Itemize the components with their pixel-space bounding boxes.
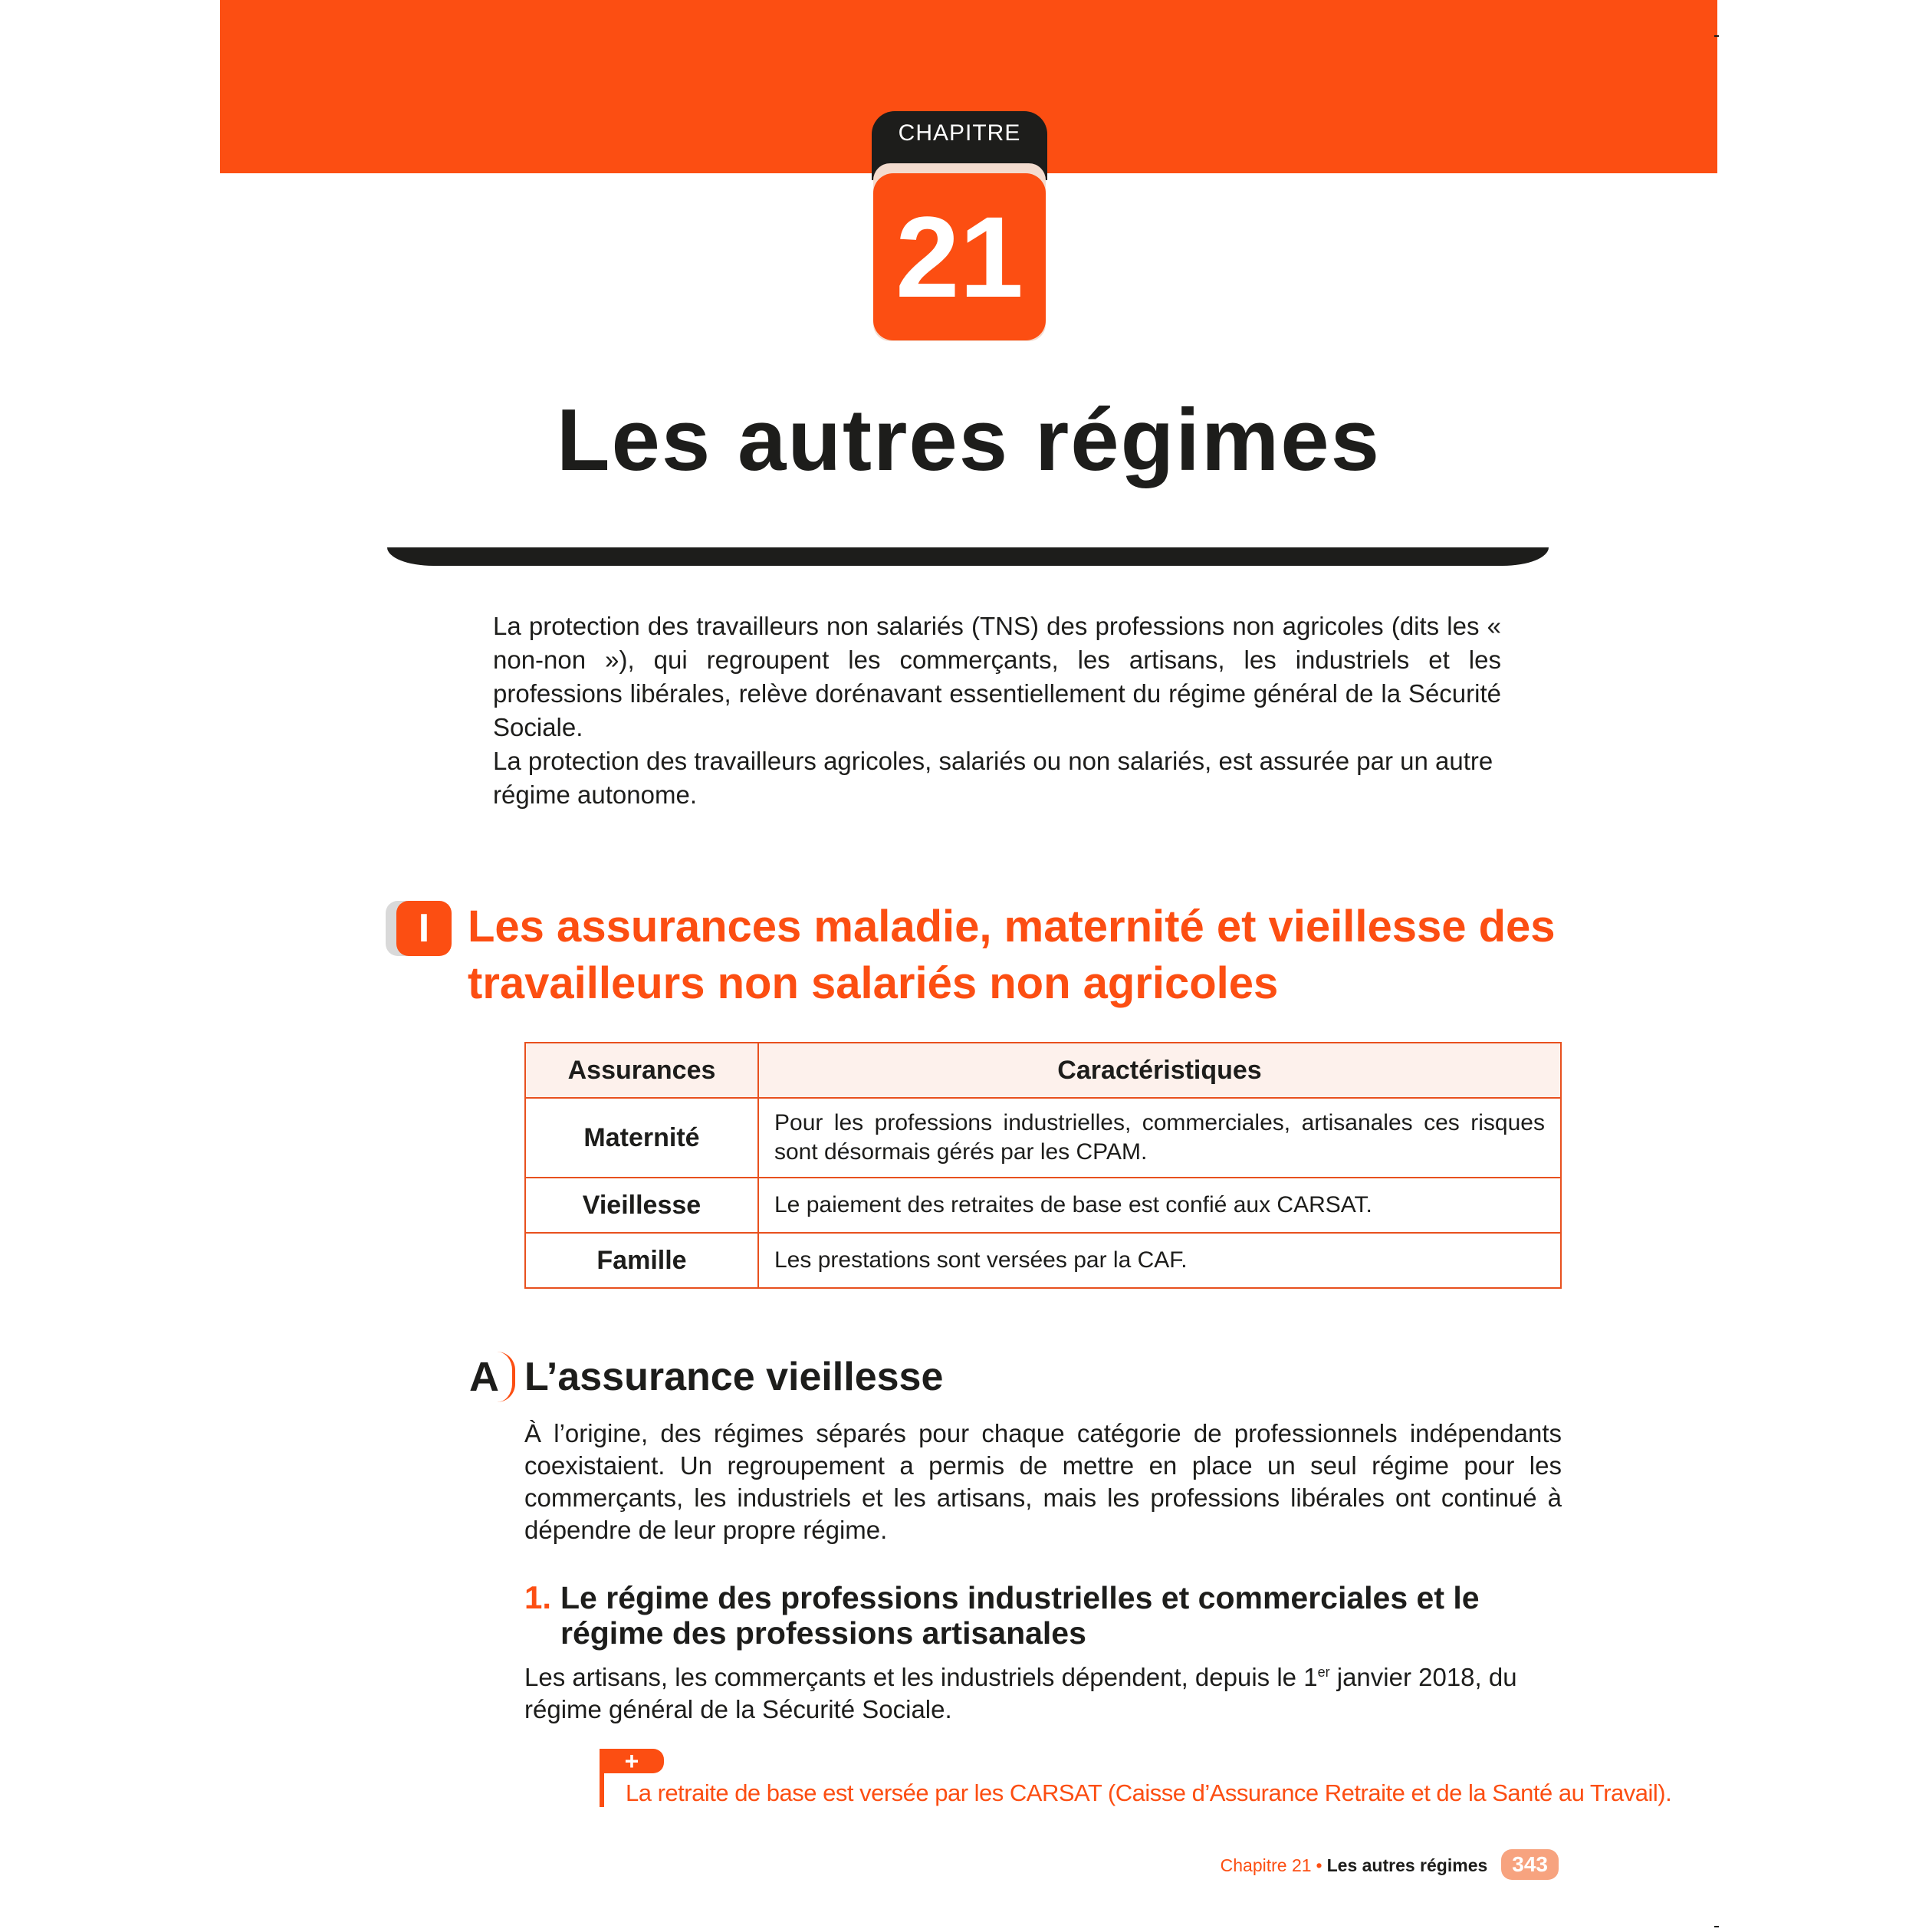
table-row bbox=[525, 1233, 1561, 1288]
page-title: Les autres régimes bbox=[556, 392, 1382, 489]
table-header-cell: Assurances bbox=[525, 1043, 758, 1098]
table-row-text: Le paiement des retraites de base est confié aux CARSAT. bbox=[758, 1178, 1561, 1233]
footer-separator: • bbox=[1316, 1855, 1322, 1875]
paragraph-text: Les artisans, les commerçants et les industriels dépendent, depuis le 1 bbox=[524, 1663, 1318, 1691]
insurance-table bbox=[524, 1042, 1562, 1289]
page-footer bbox=[1221, 1849, 1559, 1881]
intro-block bbox=[493, 610, 1501, 812]
subsection-paragraph bbox=[524, 1418, 1562, 1546]
paragraph-text: janvier 2018, du régime général de la Sécurité Sociale. bbox=[524, 1663, 1517, 1723]
subsubsection-paragraph bbox=[524, 1661, 1562, 1726]
page-number: 343 bbox=[1501, 1849, 1559, 1880]
footer-chapter-label: Chapitre 21 bbox=[1220, 1855, 1312, 1875]
title-divider bbox=[387, 547, 1549, 566]
subsection-bracket bbox=[497, 1352, 515, 1402]
note-text: La retraite de base est versée par les CARSAT (Caisse d’Assurance Retraite et de la Santé au Travail). bbox=[626, 1779, 1672, 1806]
table-row-text: Les prestations sont versées par la CAF. bbox=[758, 1233, 1561, 1288]
table-row-text: Pour les professions industrielles, commerciales, artisanales ces risques sont désormais gérés par les CPAM. bbox=[758, 1098, 1561, 1178]
ordinal-superscript: er bbox=[1317, 1664, 1330, 1680]
paragraph-text: À l’origine, des régimes séparés pour chaque catégorie de professionnels indépendants coexistaient. Un regroupement a permis de mettre en place un seul régime pour les commerçants, les industriels et les artisans, mais les professions libérales ont continué à dépendre de leur propre régime. bbox=[524, 1419, 1562, 1544]
crop-mark bbox=[1714, 35, 1719, 37]
subsubsection-number: 1. bbox=[524, 1579, 552, 1615]
table-row-label: Vieillesse bbox=[525, 1178, 758, 1233]
plus-icon: + bbox=[600, 1749, 664, 1773]
table-row-label: Maternité bbox=[525, 1098, 758, 1178]
chapter-tab-label: CHAPITRE bbox=[872, 111, 1047, 180]
subsection-letter: A bbox=[469, 1354, 499, 1400]
table-row-label: Famille bbox=[525, 1233, 758, 1288]
subsubsection-title: Le régime des professions industrielles et commerciales et le régime des professions artisanales bbox=[560, 1580, 1480, 1651]
table-header-cell: Caractéristiques bbox=[758, 1043, 1561, 1098]
subsection-title: L’assurance vieillesse bbox=[524, 1355, 944, 1399]
table-row bbox=[525, 1098, 1561, 1178]
section-title: Les assurances maladie, maternité et vieillesse des travailleurs non salariés non agricoles bbox=[468, 902, 1556, 1008]
crop-mark bbox=[1714, 1926, 1719, 1927]
intro-paragraph: La protection des travailleurs agricoles, salariés ou non salariés, est assurée par un autre régime autonome. bbox=[493, 747, 1493, 809]
footer-chapter-title: Les autres régimes bbox=[1326, 1855, 1488, 1875]
intro-paragraph: La protection des travailleurs non salariés (TNS) des professions non agricoles (dits les « non-non »), qui regroupent les commerçants, les artisans, les industriels et les professions libérales, relève dorénavant essentiellement du régime général de la Sécurité Sociale. bbox=[493, 612, 1501, 741]
table-header-row bbox=[525, 1043, 1561, 1098]
section-badge: I bbox=[396, 901, 452, 956]
table-row bbox=[525, 1178, 1561, 1233]
chapter-number: 21 bbox=[873, 173, 1046, 340]
